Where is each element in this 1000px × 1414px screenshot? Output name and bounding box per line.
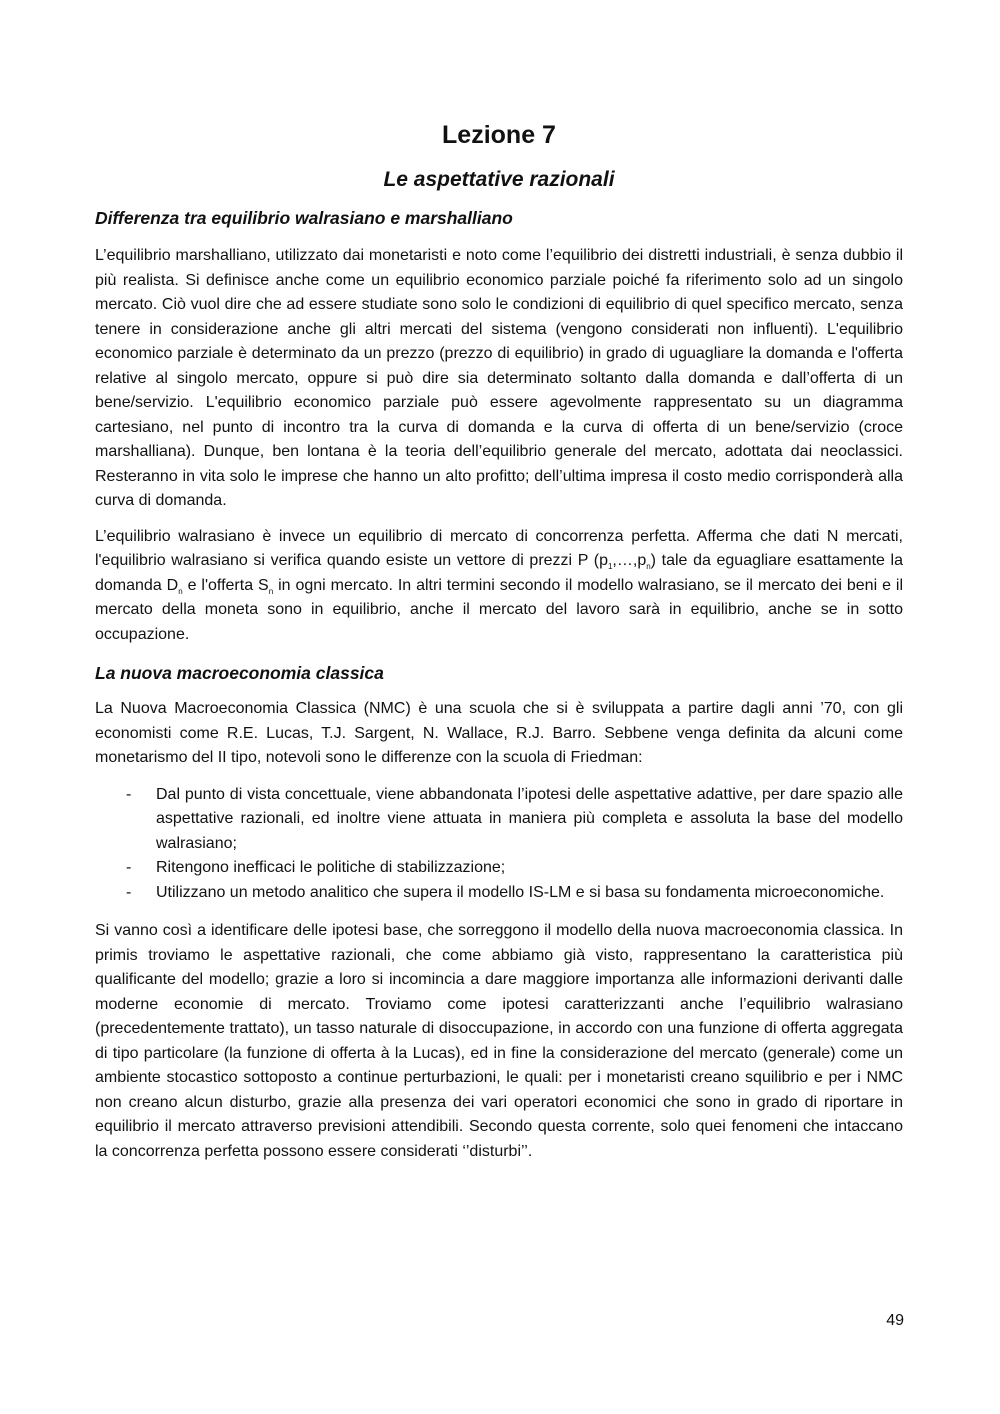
section-heading-new-classical: La nuova macroeconomia classica <box>95 663 384 683</box>
bullet-dash: - <box>126 859 132 876</box>
differences-list <box>95 783 903 906</box>
bullet-dash: - <box>126 883 132 901</box>
walras-sub-supply: n <box>268 586 274 596</box>
walras-sub-demand: n <box>178 586 183 596</box>
walras-text-5: in ogni mercato. In altri termini secondo il modello walrasiano, se il mercato dei beni e il mercato della moneta sono in equilibrio, anche il mercato del lavoro sarà in equilibrio, anche se in sotto occupazione. <box>95 576 904 643</box>
paragraph-walrasian-equilibrium <box>95 525 903 648</box>
paragraph-nmc-hypotheses: Si vanno così a identificare delle ipotesi base, che sorreggono il modello della nuova macroeconomia classica. In primis troviamo le aspettative razionali, che come abbiamo già visto, rappresentano la caratteristica più qualificante del modello; grazie a loro si incomincia a dare maggiore importanza alle informazioni derivanti dalle moderne economie di mercato. Troviamo come ipotesi caratterizzanti anche l’equilibrio walrasiano (precedentemente trattato), un tasso naturale di disoccupazione, in accordo con una funzione di offerta aggregata di tipo particolare (la funzione di offerta à la Lucas), ed in fine la considerazione del mercato (generale) come un ambiente stocastico sottoposto a continue perturbazioni, le quali: per i monetaristi creano squilibrio e per i NMC non creano alcun disturbo, grazie alla presenza dei vari operatori economici che sono in grado di riportare in equilibrio il mercato attraverso previsioni attendibili. Secondo questa corrente, solo quei fenomeni che intaccano la concorrenza perfetta possono essere considerati ‘’disturbi’’. <box>95 922 903 1160</box>
walras-sub-1: 1 <box>607 562 613 572</box>
list-item-text: Ritengono inefficaci le politiche di stabilizzazione; <box>156 859 506 876</box>
page-number: 49 <box>886 1312 904 1329</box>
paragraph-marshallian-equilibrium: L’equilibrio marshalliano, utilizzato dai monetaristi e noto come l’equilibrio dei distretti industriali, è senza dubbio il più realista. Si definisce anche come un equilibrio economico parziale poiché fa riferimento solo ad un singolo mercato. Ciò vuol dire che ad essere studiate sono solo le condizioni di equilibrio di quel specifico mercato, senza tenere in considerazione anche gli altri mercati del sistema (vengono considerati non influenti). L'equilibrio economico parziale è determinato da un prezzo (prezzo di equilibrio) in grado di uguagliare la domanda e l'offerta relative al singolo mercato, oppure si può dire sia determinato soltanto dalla domanda e dall’offerta di un bene/servizio. L'equilibrio economico parziale può essere agevolmente rappresentato su un diagramma cartesiano, nel punto di incontro tra la curva di domanda e la curva di offerta di un bene/servizio (croce marshalliana). Dunque, ben lontana è la teoria dell’equilibrio generale del mercato, adottata dai neoclassici. Resteranno in vita solo le imprese che hanno un alto profitto; dell’ultima impresa il costo medio corrisponderà alla curva di domanda. <box>95 247 903 509</box>
paragraph-nmc-intro: La Nuova Macroeconomia Classica (NMC) è una scuola che si è sviluppata a partire dagli anni ’70, con gli economisti come R.E. Lucas, T.J. Sargent, N. Wallace, R.J. Barro. Sebbene venga definita da alcuni come monetarismo del II tipo, notevoli sono le differenze con la scuola di Friedman: <box>95 700 903 766</box>
walras-text-3: ) tale da eguagliare esattamente la domanda D <box>95 552 903 594</box>
lesson-subtitle: Le aspettative razionali <box>383 168 615 191</box>
list-item-text: Utilizzano un metodo analitico che supera il modello IS-LM e si basa su fondamenta microeconomiche. <box>156 883 885 901</box>
lesson-title: Lezione 7 <box>442 121 556 149</box>
bullet-dash: - <box>126 785 132 803</box>
walras-text-2: ,…,p <box>612 552 647 569</box>
walras-text-1: L’equilibrio walrasiano è invece un equilibrio di mercato di concorrenza perfetta. Afferma che dati N mercati, l'equilibrio walrasiano si verifica quando esiste un vettore di prezzi P (p <box>95 527 903 569</box>
list-item-text: Dal punto di vista concettuale, viene abbandonata l’ipotesi delle aspettative adattive, per dare spazio alle aspettative razionali, ed inoltre viene attuata in maniera più completa e assoluta la base del modello walrasiano; <box>156 785 903 852</box>
walras-text-4: e l'offerta S <box>182 576 269 594</box>
section-heading-walras-marshall: Differenza tra equilibrio walrasiano e marshalliano <box>95 208 513 228</box>
walras-sub-n: n <box>646 562 651 572</box>
list-item <box>95 783 903 857</box>
page-body <box>95 118 903 1164</box>
list-item <box>95 856 903 881</box>
list-item <box>95 881 903 906</box>
